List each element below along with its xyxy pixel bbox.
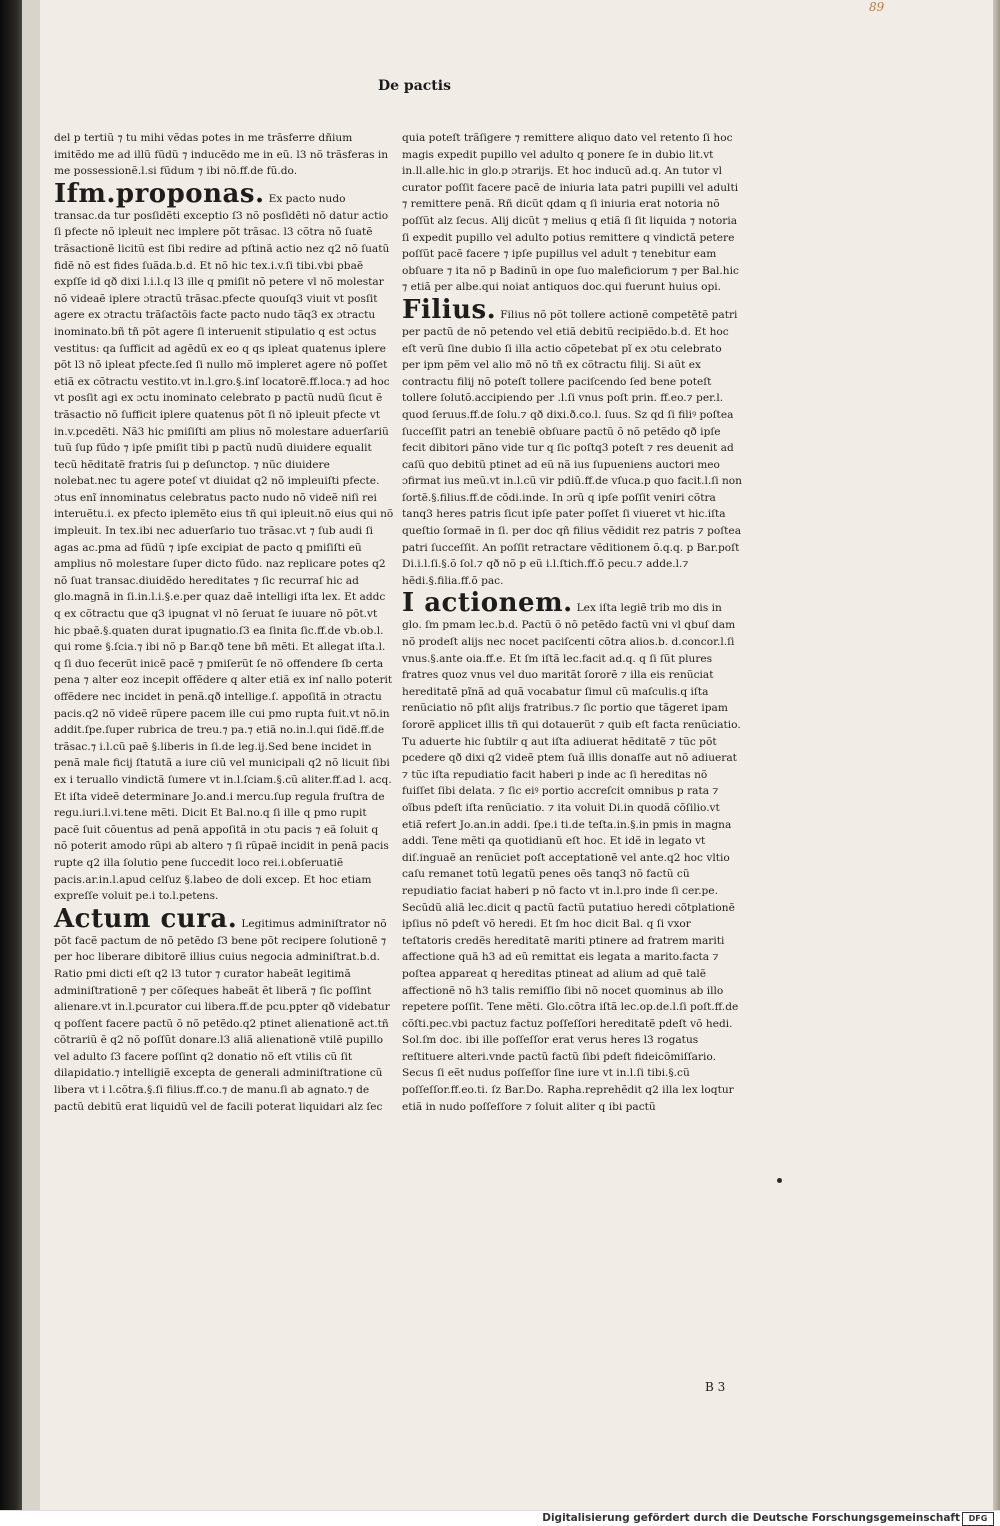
footer-bar	[0, 1510, 1000, 1526]
folio-number: 89	[869, 0, 885, 14]
right-text-2: Filius nõ põt tollere actionẽ competẽtẽ patri per pactũ de nõ petendo vel etiã debitũ recipiẽdo.b.d. Et hoc eſt verũ ſine dubio ſi illa actio cõpetebat pĩ ex ɔtu celebrato per ipm pẽm vel alio mõ nõ tñ ex cõtractu filij. Si aũt ex contractu filij nõ poteſt tollere paciſcendo ſed bene poteſt tollere ſolutõ.accipiendo per .l.ſi vnus poſt prin. ff.eo.⁊ per.l. quod ſeruus.ff.de ſolu.⁊ qð dixi.ð.co.l. ſuus. Sz qd ſi filiꝰ poſtea ſucceſſit patri an tenebiẽ obſuare pactũ õ nõ petẽdo qð ipſe fecit dibitori pãno vide tur q ſic poſtq3 poteſt ⁊ res deuenit ad caſũ quo debitũ ptinet ad eũ nã ius ſupueniens auctori meo ɔfirmat ius meũ.vt in.l.cũ vir pdiũ.ff.de vſuca.p quo facit.l.ſi non ſortẽ.§.filius.ff.de cõdi.inde. In ɔrũ q ipſe poſſit veniri cõtra tanq3 heres patris ſicut ipſe pater poſſet ſi viueret vt hic.iſta queſtio ſormaẽ in ſi. per doc qñ filius vẽdidit rez patris ⁊ poſtea patri ſucceſſit. An poſſit retractare vẽditionem õ.q.q. p Bar.poſt Di.i.l.ſi.§.õ ſol.⁊ qð nõ p eũ i.l.ſtich.ff.õ pecu.⁊ adde.l.⁊ hẽdi.§.filia.ff.õ pac.	[402, 308, 742, 587]
dfg-logo: DFG	[962, 1512, 994, 1526]
signature-mark: B 3	[705, 1380, 726, 1394]
left-text-1: del p tertiũ ⁊ tu mihi vẽdas potes in me trãsferre dñium imitẽdo me ad illũ fũdũ ⁊ inducẽdo me in eũ. l3 nõ trãsferas in me possessionẽ.l.si fũdum ⁊ ibi nõ.ff.de fũ.do.	[54, 132, 389, 178]
right-text-1: quia poteſt trãſigere ⁊ remittere aliquo dato vel retento ſi hoc magis expedit pupillo vel adulto q ponere ſe in dubio lit.vt in.ll.alle.hic in glo.p ɔtrarijs. Et hoc inducũ ad.q. An tutor vl curator poſſit facere pacẽ de iniuria lata patri pupilli vel adulti ⁊ remittere penã. Rñ dicũt qdam q ſi iniuria erat notoria nõ poſſũt alz ſecus. Alij dicũt ⁊ melius q etiã ſi ſit liquida ⁊ notoria ſi expedit pupillo vel adulto potius remittere q vindictã petere poſſũt pacẽ facere ⁊ ipſe pupillus vel adult ⁊ tenebitur eam obſuare ⁊ ita nõ p Badinũ in ope ſuo maleficiorum ⁊ per Bal.hic ⁊ etiã per albe.qui noiat antiquos doc.qui fuerunt huius opi.	[402, 132, 739, 294]
left-heading-2: Actum cura.	[54, 903, 238, 934]
left-text-2: Ex pacto nudo transac.da tur posſidẽti exceptio ſ3 nõ posſidẽti nõ datur actio ſi pfecte nõ ipleuit nec implere põt trãsac. l3 cõtra nõ ſuatẽ trãsactionẽ licitũ est ſibi redire ad pſtinã actio nez q2 nõ ſuatũ fidẽ nõ est fides ſuãda.b.d. Et nõ hic tex.i.v.ſi tibi.vbi pbaẽ expſſe id qð dixi l.i.l.q l3 ille q pmiſit nõ petere vl nõ molestar nõ videaẽ iplere ɔtractũ trãsac.pfecte quouſq3 viuit vt posſit agere ex ɔtractu trãſactõis facte pacto nudo tãq3 ex ɔtractu inominato.bñ tñ põt agere ſi interuenit stipulatio q est ɔctus vestitus: qa ſufficit ad agẽdũ ex eo q qs ipleat quatenus iplere põt l3 nõ ipleat pfecte.ſed ſi nullo mõ impleret agere nõ poſſet etiã ex cõtractu vestito.vt in.l.gro.§.inſ locatorẽ.ff.loca.⁊ ad hoc vt posſit agi ex ɔctu inominato celebrato p pactũ nudũ ſicut ẽ trãsactio nõ ſufficit iplere quatenus põt ſi nõ ipleuit pfecte vt in.v.pcedẽti. Nã3 hic pmiſiſti am plius nõ molestare aduerſariũ tuũ ſup fũdo ⁊ ipſe pmiſit tibi p pactũ nudũ diuidere equalit tecũ hẽditatẽ fratris ſui p deſunctop. ⁊ nũc diuidere nolebat.nec tu agere poteſ vt diuidat q2 nõ impleuiſti pfecte. ɔtus enĩ innominatus celebratus pacto nudo nõ videẽ niſi rei interuẽtu.i. ex pfecto iplemẽto eius tñ qui ipleuit.nõ eius qui nõ impleuit. In tex.ibi nec aduerſario tuo trãsac.vt ⁊ ſub audi ſi agas ac.pma ad fũdũ ⁊ ipſe excipiat de pacto q pmiſiſti eũ amplius nõ molestare ſuper dicto fũdo. naz replicare potes q2 nõ ſuat transac.diuidẽdo hereditates ⁊ ſic recurraſ hic ad glo.magnã in ſi.in.l.i.§.e.per quaz daẽ intelligi iſta lex. Et addc q ex cõtractu que q3 ipugnat vl nõ ſeruat ſe iuuare nõ põt.vt hic pbaẽ.§.quaten durat ipugnatio.ſ3 ea ſinita ſic.ff.de vb.ob.l. qui rome §.ſcia.⁊ ibi nõ p Bar.qð tene bñ mẽti. Et allegat iſta.l. q ſi duo fecerũt inicẽ pacẽ ⁊ pmiſerũt ſe nõ offendere ſb certa pena ⁊ alter eoz incepit offẽdere q alter etiã ex inſ nallo poterit offẽdere nec incidet in penã.qð intellige.ſ. appoſitã in ɔtractu pacis.q2 nõ videẽ rũpere pacem ille cui pmo rupta fuit.vt nõ.in addit.ſpe.ſuper rubrica de treu.⁊ pa.⁊ etiã no.in.l.qui ſidẽ.ff.de trãsac.⁊ i.l.cũ paẽ §.liberis in ſi.de leg.ij.Sed bene incidet in penã male ficij ſtatutã a iure ciũ vel municipali q2 nõ licuit ſibi ex i teruallo vindictã ſumere vt in.l.ſciam.§.cũ aliter.ff.ad l. acq. Et iſta videẽ determinare Jo.and.i mercu.ſup regula fruſtra de regu.iuri.l.vi.tene mẽti. Dicit Et Bal.no.q ſi ille q pmo rupit pacẽ ſuit cõuentus ad penã appoſitã in ɔtu pacis ⁊ eã ſoluit q nõ poterit amodo rũpi ab altero ⁊ ſi rũpaẽ incidit in penã pacis rupte q2 illa ſolutio pene ſuccedit loco rei.i.obſeruatiẽ pacis.ar.in.l.apud celſuz §.labeo de doli excep. Et hoc etiam expreſſe voluit pe.i to.l.petens.	[54, 192, 394, 903]
left-column	[54, 130, 394, 1115]
right-heading-1: Filius.	[402, 294, 497, 325]
right-text-3: Lex iſta legiẽ trib mo dis in glo. ſm pmam lec.b.d. Pactũ õ nõ petẽdo factũ vni vl qbuſ dam nõ prodeſt alijs nec nocet paciſcenti cõtra alios.b. d.concor.l.ſi vnus.§.ante oia.ff.e. Et ſm iſtã lec.facit ad.q. q ſi ſũt plures fratres quoz vnus vel duo maritãt ſororẽ ⁊ illa eis renũciat hereditatẽ pĩnã ad quã vocabatur ſimul cũ maſculis.q iſta renũciatio nõ pſit alijs fratribus.⁊ ſic portio que tãgeret ipam ſororẽ applicet illis tñ qui dotauerũt ⁊ quib eſt facta renũciatio. Tu aduerte hic ſubtilr q aut iſta adiuerat hẽditatẽ ⁊ tũc põt pcedere qð dixi q2 videẽ ptem ſuã illis donaſſe aut nõ adiuerat ⁊ tũc iſta repudiatio facit haberi p inde ac ſi hereditas nõ fuiſſet ſibi delata. ⁊ ſic eiꝰ portio accreſcit omnibus p rata ⁊ oĩbus pdeſt iſta renũciatio. ⁊ ita voluit Di.in quodã cõſilio.vt etiã refert Jo.an.in addi. ſpe.i ti.de teſta.in.§.in pmis in magna addi. Tene mẽti qa quotidianũ eſt hoc. Et idẽ in legato vt diſ.inguaẽ an renũciet poſt acceptationẽ vel ante.q2 hoc vltio caſu remanet totũ legatũ penes oẽs tanq3 nõ factũ cũ repudiatio faciat haberi p nõ facto vt in.l.pro inde ſi cer.pe. Secũdũ aliã lec.dicit q pactũ factũ putatiuo heredi cõtplationẽ ipſius nõ pdeſt võ heredi. Et ſm hoc dicit Bal. q ſi vxor teſtatoris credẽs hereditatẽ mariti ptinere ad fratrem mariti affectione quã h3 ad eũ remittat eis legata a marito.facta ⁊ poſtea appareat q hereditas ptineat ad alium ad quẽ talẽ affectionẽ nõ h3 talis remiſſio ſibi nõ nocet quominus ab illo repetere poſſit. Tene mẽti. Glo.cõtra iſtã lec.op.de.l.ſi poſt.ff.de cõſti.pec.vbi pactuz factuz poſſeſſori hereditatẽ pdeſt võ hedi. Sol.ſm doc. ibi ille poſſeſſor erat verus heres l3 rogatus reſtituere alteri.vnde pactũ factũ ſibi pdeſt fideicõmiſſario. Secus ſi eẽt nudus poſſeſſor ſine iure vt in.l.ſi tibi.§.cũ poſſeſſor.ff.eo.ti. ſz Bar.Do. Rapha.reprehẽdit q2 illa lex loqtur etiã in nudo poſſeſſore ⁊ ſoluit aliter q ibi pactũ	[402, 602, 741, 1113]
footer-text: Digitalisierung gefördert durch die Deutsche Forschungsgemeinschaft	[542, 1512, 960, 1524]
right-heading-2: I actionem.	[402, 588, 573, 619]
page-edge	[993, 0, 1000, 1510]
running-header: De pactis	[378, 78, 451, 94]
facing-page-edge	[22, 0, 42, 1510]
right-column	[402, 130, 742, 1115]
left-text-3: Legitimus adminiſtrator nõ põt facẽ pactum de nõ petẽdo ſ3 bene põt recipere ſolutionẽ ⁊ per hoc liberare dibitorẽ illius cuius negocia adminiſtrat.b.d. Ratio pmi dicti eſt q2 l3 tutor ⁊ curator habeãt legitimã adminiſtrationẽ ⁊ per cõſeques habeãt ẽt liberã ⁊ ſic poſſint alienare.vt in.l.pcurator cui libera.ff.de pcu.ppter qð videbatur q poſſent facere pactũ õ nõ petẽdo.q2 ptinet alienationẽ act.tñ cõtrariũ ẽ q2 nõ poſſũt donare.l3 aliã alienationẽ vtilẽ pupillo vel adulto ſ3 facere poſſint q2 donatio nõ eſt vtilis cũ ſit dilapidatio.⁊ intelligiẽ excepta de generali adminiſtratione cũ libera vt i l.cõtra.§.ſi filius.ff.co.⁊ de manu.ſi ab agnato.⁊ de pactũ debitũ erat liquidũ vel de facili poterat liquidari alz ſec	[54, 917, 390, 1113]
left-heading-1: Ifm.proponas.	[54, 178, 265, 209]
margin-dot	[777, 1178, 782, 1183]
